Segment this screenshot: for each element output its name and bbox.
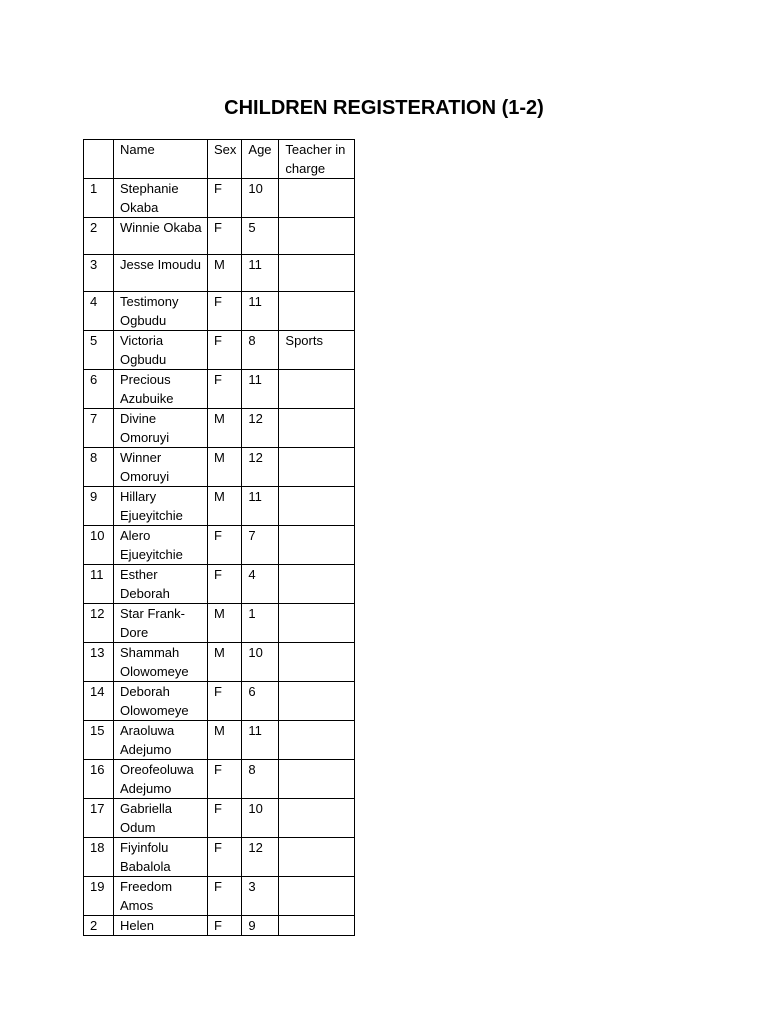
row-age: 12 bbox=[242, 409, 279, 448]
table-header-row bbox=[84, 140, 355, 179]
row-age: 10 bbox=[242, 643, 279, 682]
table-row bbox=[84, 179, 355, 218]
row-sex: M bbox=[208, 721, 242, 760]
table-row bbox=[84, 916, 355, 936]
row-number: 17 bbox=[84, 799, 114, 838]
row-number: 3 bbox=[84, 255, 114, 292]
row-sex: M bbox=[208, 448, 242, 487]
row-sex: F bbox=[208, 565, 242, 604]
row-number: 2 bbox=[84, 218, 114, 255]
row-number: 7 bbox=[84, 409, 114, 448]
row-teacher bbox=[279, 760, 355, 799]
row-teacher bbox=[279, 565, 355, 604]
row-name: Precious Azubuike bbox=[114, 370, 208, 409]
row-name: Stephanie Okaba bbox=[114, 179, 208, 218]
row-name: Winner Omoruyi bbox=[114, 448, 208, 487]
header-number bbox=[84, 140, 114, 179]
row-age: 12 bbox=[242, 448, 279, 487]
row-age: 11 bbox=[242, 370, 279, 409]
row-age: 3 bbox=[242, 877, 279, 916]
row-age: 8 bbox=[242, 331, 279, 370]
row-number: 5 bbox=[84, 331, 114, 370]
table-row bbox=[84, 448, 355, 487]
table-row bbox=[84, 877, 355, 916]
table-row bbox=[84, 760, 355, 799]
row-name: Gabriella Odum bbox=[114, 799, 208, 838]
row-age: 4 bbox=[242, 565, 279, 604]
row-sex: F bbox=[208, 370, 242, 409]
row-teacher bbox=[279, 916, 355, 936]
row-age: 10 bbox=[242, 799, 279, 838]
row-number: 2 bbox=[84, 916, 114, 936]
row-name: Deborah Olowomeye bbox=[114, 682, 208, 721]
registration-table bbox=[83, 139, 355, 936]
row-name: Fiyinfolu Babalola bbox=[114, 838, 208, 877]
row-sex: F bbox=[208, 916, 242, 936]
row-age: 1 bbox=[242, 604, 279, 643]
row-number: 1 bbox=[84, 179, 114, 218]
row-sex: F bbox=[208, 218, 242, 255]
table-row bbox=[84, 409, 355, 448]
row-sex: F bbox=[208, 292, 242, 331]
row-sex: F bbox=[208, 838, 242, 877]
row-teacher bbox=[279, 526, 355, 565]
row-teacher bbox=[279, 255, 355, 292]
row-sex: F bbox=[208, 799, 242, 838]
row-number: 8 bbox=[84, 448, 114, 487]
row-number: 10 bbox=[84, 526, 114, 565]
page-title: CHILDREN REGISTERATION (1-2) bbox=[224, 97, 544, 119]
table-row bbox=[84, 255, 355, 292]
row-number: 16 bbox=[84, 760, 114, 799]
table-row bbox=[84, 838, 355, 877]
row-number: 11 bbox=[84, 565, 114, 604]
row-age: 6 bbox=[242, 682, 279, 721]
row-sex: F bbox=[208, 760, 242, 799]
row-name: Oreofeoluwa Adejumo bbox=[114, 760, 208, 799]
row-age: 11 bbox=[242, 255, 279, 292]
row-teacher bbox=[279, 838, 355, 877]
row-name: Winnie Okaba bbox=[114, 218, 208, 255]
row-teacher bbox=[279, 721, 355, 760]
row-teacher bbox=[279, 643, 355, 682]
row-number: 4 bbox=[84, 292, 114, 331]
row-sex: M bbox=[208, 487, 242, 526]
row-teacher bbox=[279, 292, 355, 331]
row-name: Araoluwa Adejumo bbox=[114, 721, 208, 760]
table-row bbox=[84, 721, 355, 760]
table-row bbox=[84, 565, 355, 604]
row-teacher: Sports bbox=[279, 331, 355, 370]
header-age: Age bbox=[242, 140, 279, 179]
row-name: Hillary Ejueyitchie bbox=[114, 487, 208, 526]
row-teacher bbox=[279, 448, 355, 487]
row-age: 11 bbox=[242, 721, 279, 760]
table-row bbox=[84, 643, 355, 682]
table-row bbox=[84, 331, 355, 370]
table-row bbox=[84, 682, 355, 721]
row-teacher bbox=[279, 877, 355, 916]
row-number: 19 bbox=[84, 877, 114, 916]
row-teacher bbox=[279, 682, 355, 721]
row-sex: M bbox=[208, 643, 242, 682]
row-age: 7 bbox=[242, 526, 279, 565]
row-age: 12 bbox=[242, 838, 279, 877]
row-name: Esther Deborah bbox=[114, 565, 208, 604]
row-number: 13 bbox=[84, 643, 114, 682]
row-number: 6 bbox=[84, 370, 114, 409]
row-number: 18 bbox=[84, 838, 114, 877]
row-name: Testimony Ogbudu bbox=[114, 292, 208, 331]
table-row bbox=[84, 604, 355, 643]
header-teacher: Teacher in charge bbox=[279, 140, 355, 179]
table-row bbox=[84, 370, 355, 409]
row-age: 5 bbox=[242, 218, 279, 255]
header-sex: Sex bbox=[208, 140, 242, 179]
row-number: 12 bbox=[84, 604, 114, 643]
row-name: Shammah Olowomeye bbox=[114, 643, 208, 682]
row-name: Helen bbox=[114, 916, 208, 936]
row-name: Star Frank-Dore bbox=[114, 604, 208, 643]
row-name: Divine Omoruyi bbox=[114, 409, 208, 448]
row-sex: F bbox=[208, 179, 242, 218]
row-sex: F bbox=[208, 682, 242, 721]
row-teacher bbox=[279, 409, 355, 448]
row-name: Freedom Amos bbox=[114, 877, 208, 916]
table-row bbox=[84, 487, 355, 526]
row-sex: M bbox=[208, 409, 242, 448]
row-age: 10 bbox=[242, 179, 279, 218]
row-sex: F bbox=[208, 877, 242, 916]
row-teacher bbox=[279, 487, 355, 526]
row-name: Alero Ejueyitchie bbox=[114, 526, 208, 565]
row-teacher bbox=[279, 179, 355, 218]
header-name: Name bbox=[114, 140, 208, 179]
row-number: 15 bbox=[84, 721, 114, 760]
table-row bbox=[84, 292, 355, 331]
row-number: 14 bbox=[84, 682, 114, 721]
row-sex: F bbox=[208, 331, 242, 370]
row-age: 8 bbox=[242, 760, 279, 799]
row-teacher bbox=[279, 604, 355, 643]
table-row bbox=[84, 218, 355, 255]
row-age: 11 bbox=[242, 292, 279, 331]
row-name: Jesse Imoudu bbox=[114, 255, 208, 292]
row-number: 9 bbox=[84, 487, 114, 526]
row-sex: M bbox=[208, 604, 242, 643]
row-age: 11 bbox=[242, 487, 279, 526]
table-row bbox=[84, 526, 355, 565]
row-sex: F bbox=[208, 526, 242, 565]
table-row bbox=[84, 799, 355, 838]
row-teacher bbox=[279, 799, 355, 838]
row-name: Victoria Ogbudu bbox=[114, 331, 208, 370]
row-age: 9 bbox=[242, 916, 279, 936]
row-sex: M bbox=[208, 255, 242, 292]
row-teacher bbox=[279, 370, 355, 409]
row-teacher bbox=[279, 218, 355, 255]
